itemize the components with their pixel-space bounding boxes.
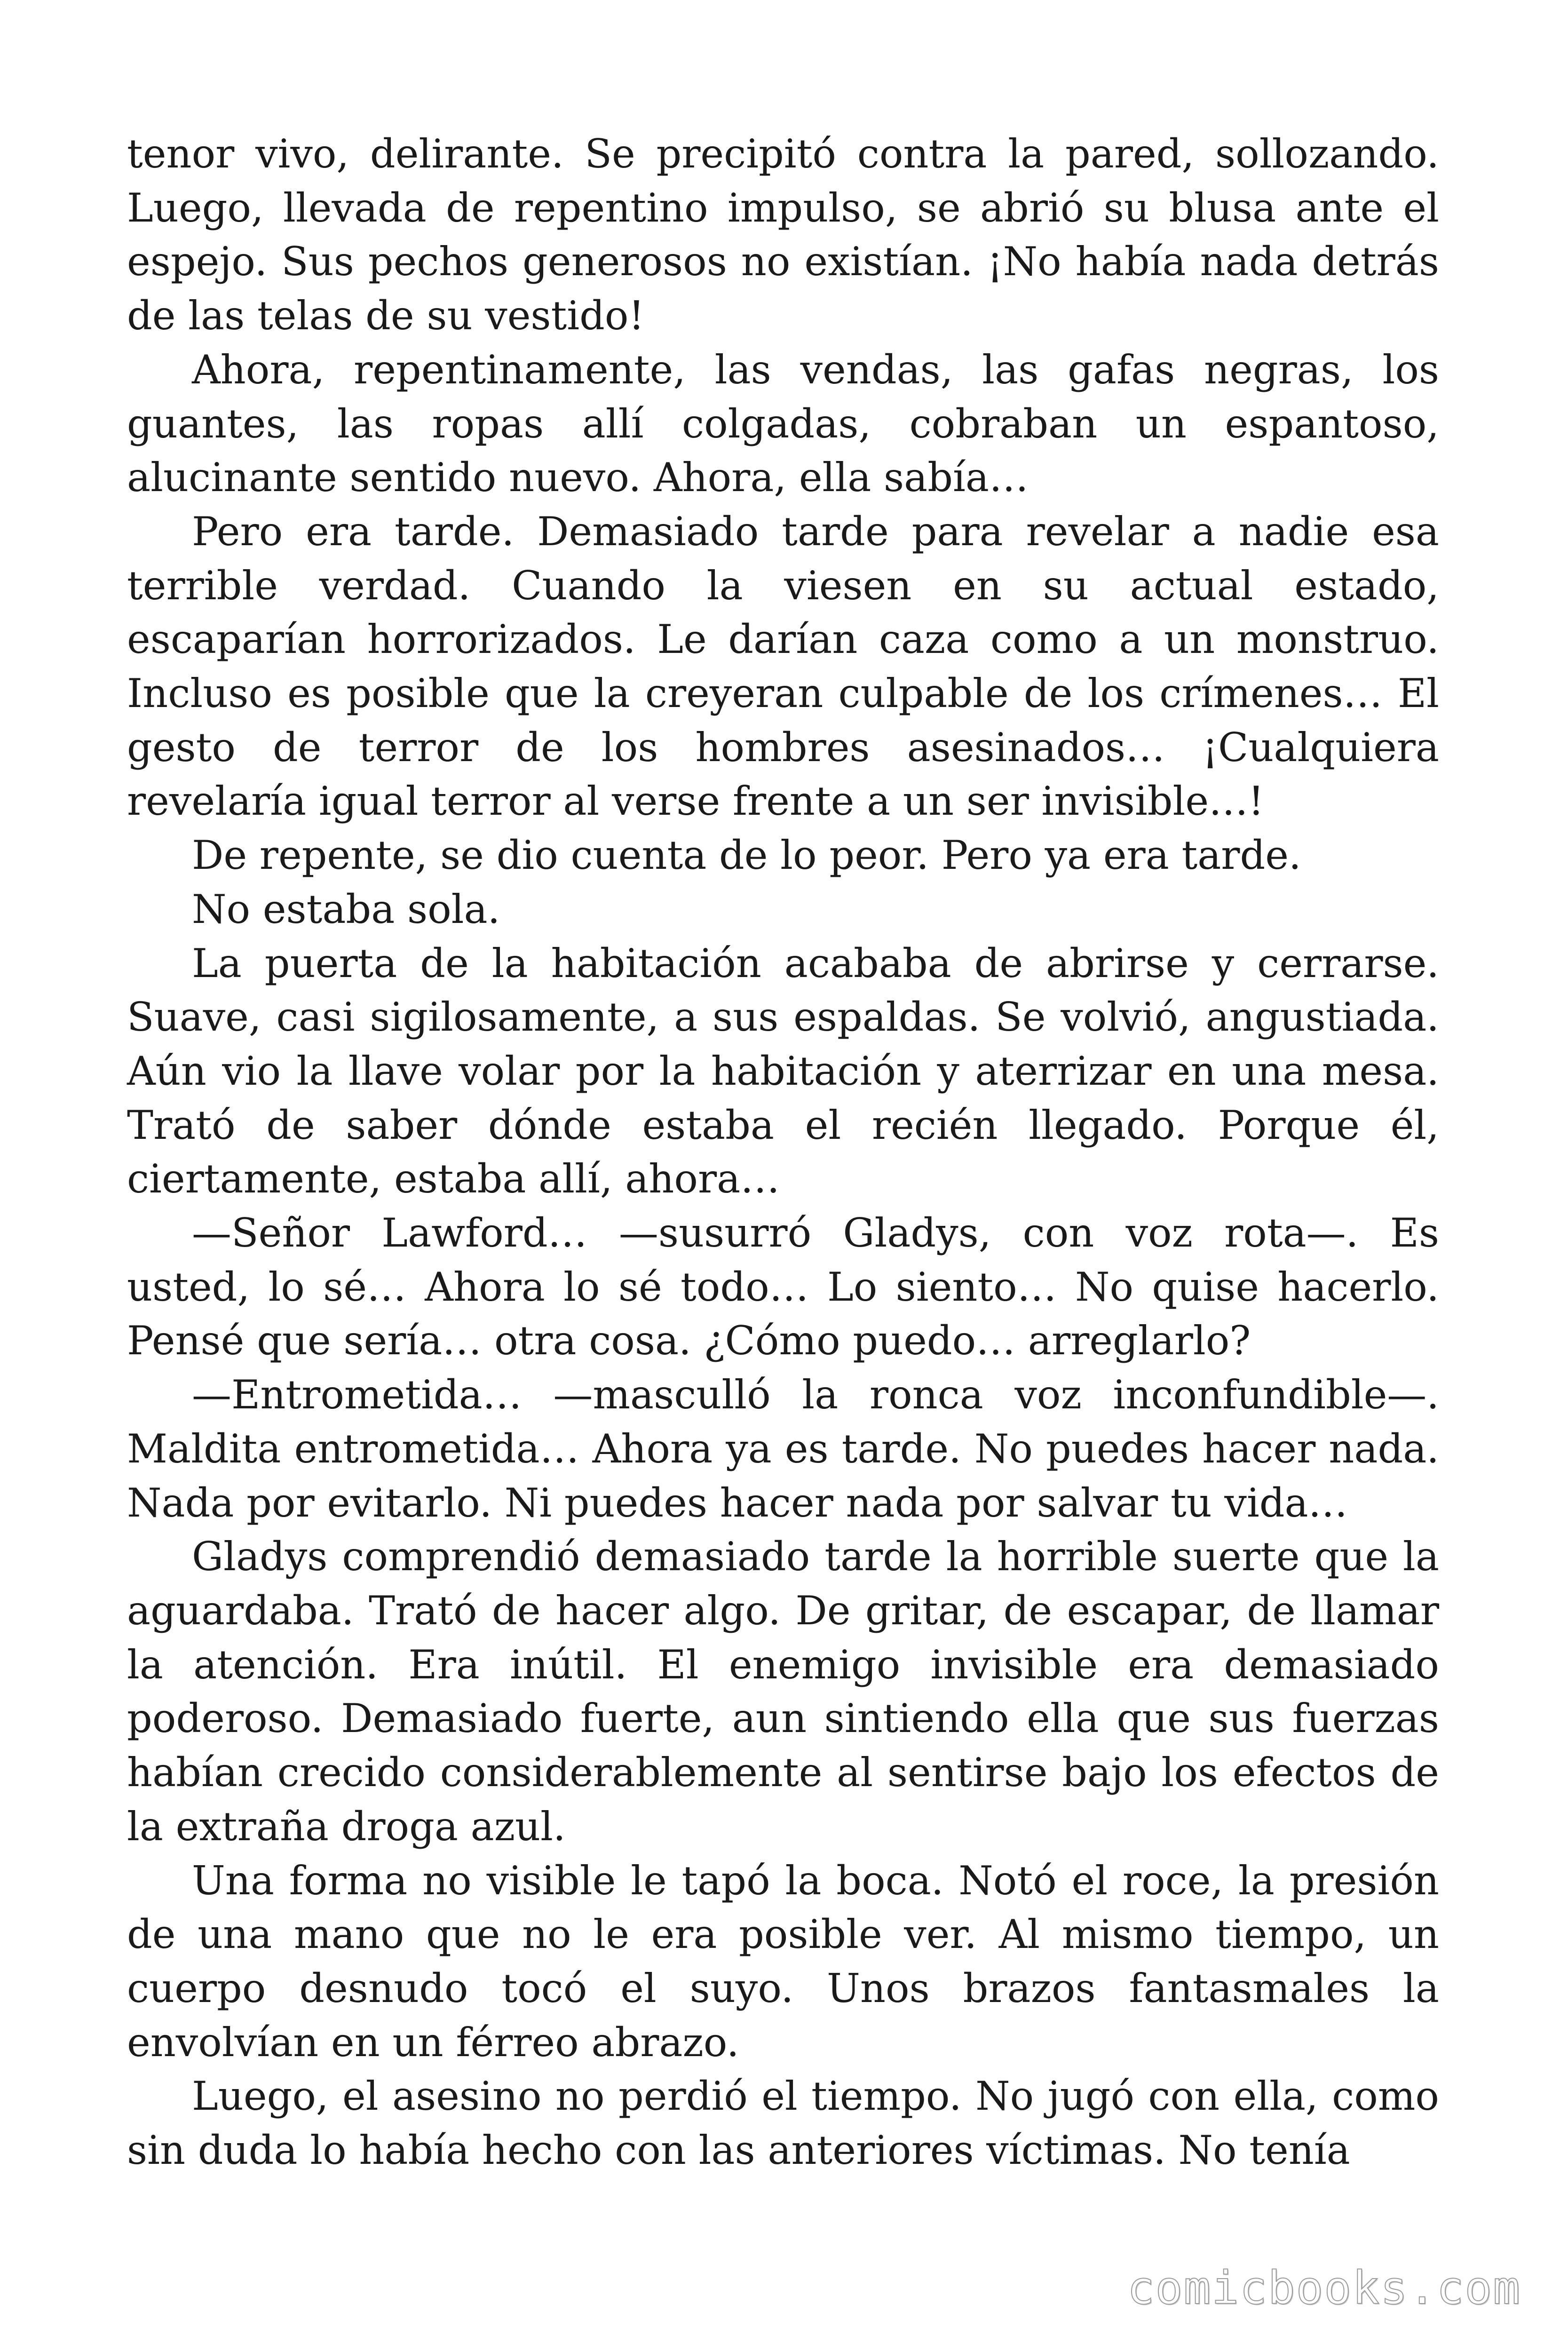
paragraph-4: De repente, se dio cuenta de lo peor. Pero ya era tarde.	[192, 832, 1301, 879]
watermark-logo: comicbooks.com	[1127, 2262, 1521, 2314]
paragraph-11: Luego, el asesino no perdió el tiempo. No jugó con ella, como sin duda lo había hecho con las anteriores víctimas. No tenía	[127, 2073, 1439, 2174]
book-page-text	[127, 127, 1439, 2177]
paragraph-1: tenor vivo, delirante. Se precipitó contra la pared, sollozando. Luego, llevada de repentino impulso, se abrió su blusa ante el espejo. Sus pechos generosos no existían. ¡No había nada detrás de las telas de su vestido!	[127, 131, 1439, 339]
paragraph-10: Una forma no visible le tapó la boca. Notó el roce, la presión de una mano que no le era posible ver. Al mismo tiempo, un cuerpo desnudo tocó el suyo. Unos brazos fantasmales la envolvían en un férreo abrazo.	[127, 1857, 1439, 2066]
paragraph-9: Gladys comprendió demasiado tarde la horrible suerte que la aguardaba. Trató de hacer algo. De gritar, de escapar, de llamar la atención. Era inútil. El enemigo invisible era demasiado poderoso. Demasiado fuerte, aun sintiendo ella que sus fuerzas habían crecido considerablemente al sentirse bajo los efectos de la extraña droga azul.	[127, 1534, 1439, 1850]
paragraph-3: Pero era tarde. Demasiado tarde para revelar a nadie esa terrible verdad. Cuando la viesen en su actual estado, escaparían horrorizados. Le darían caza como a un monstruo. Incluso es posible que la creyeran culpable de los crímenes… El gesto de terror de los hombres asesinados… ¡Cualquiera revelaría igual terror al verse frente a un ser invisible…!	[127, 508, 1439, 825]
paragraph-2: Ahora, repentinamente, las vendas, las gafas negras, los guantes, las ropas allí colgadas, cobraban un espantoso, alucinante sentido nuevo. Ahora, ella sabía…	[127, 346, 1439, 501]
paragraph-5: No estaba sola.	[192, 886, 500, 932]
paragraph-7: —Señor Lawford… —susurró Gladys, con voz rota—. Es usted, lo sé… Ahora lo sé todo… Lo siento… No quise hacerlo. Pensé que sería… otra cosa. ¿Cómo puedo… arreglarlo?	[127, 1210, 1439, 1364]
paragraph-8: —Entrometida… —masculló la ronca voz inconfundible—. Maldita entrometida… Ahora ya es tarde. No puedes hacer nada. Nada por evitarlo. Ni puedes hacer nada por salvar tu vida…	[127, 1372, 1439, 1526]
paragraph-6: La puerta de la habitación acababa de abrirse y cerrarse. Suave, casi sigilosamente, a sus espaldas. Se volvió, angustiada. Aún vio la llave volar por la habitación y aterrizar en una mesa. Trató de saber dónde estaba el recién llegado. Porque él, ciertamente, estaba allí, ahora…	[127, 940, 1439, 1202]
